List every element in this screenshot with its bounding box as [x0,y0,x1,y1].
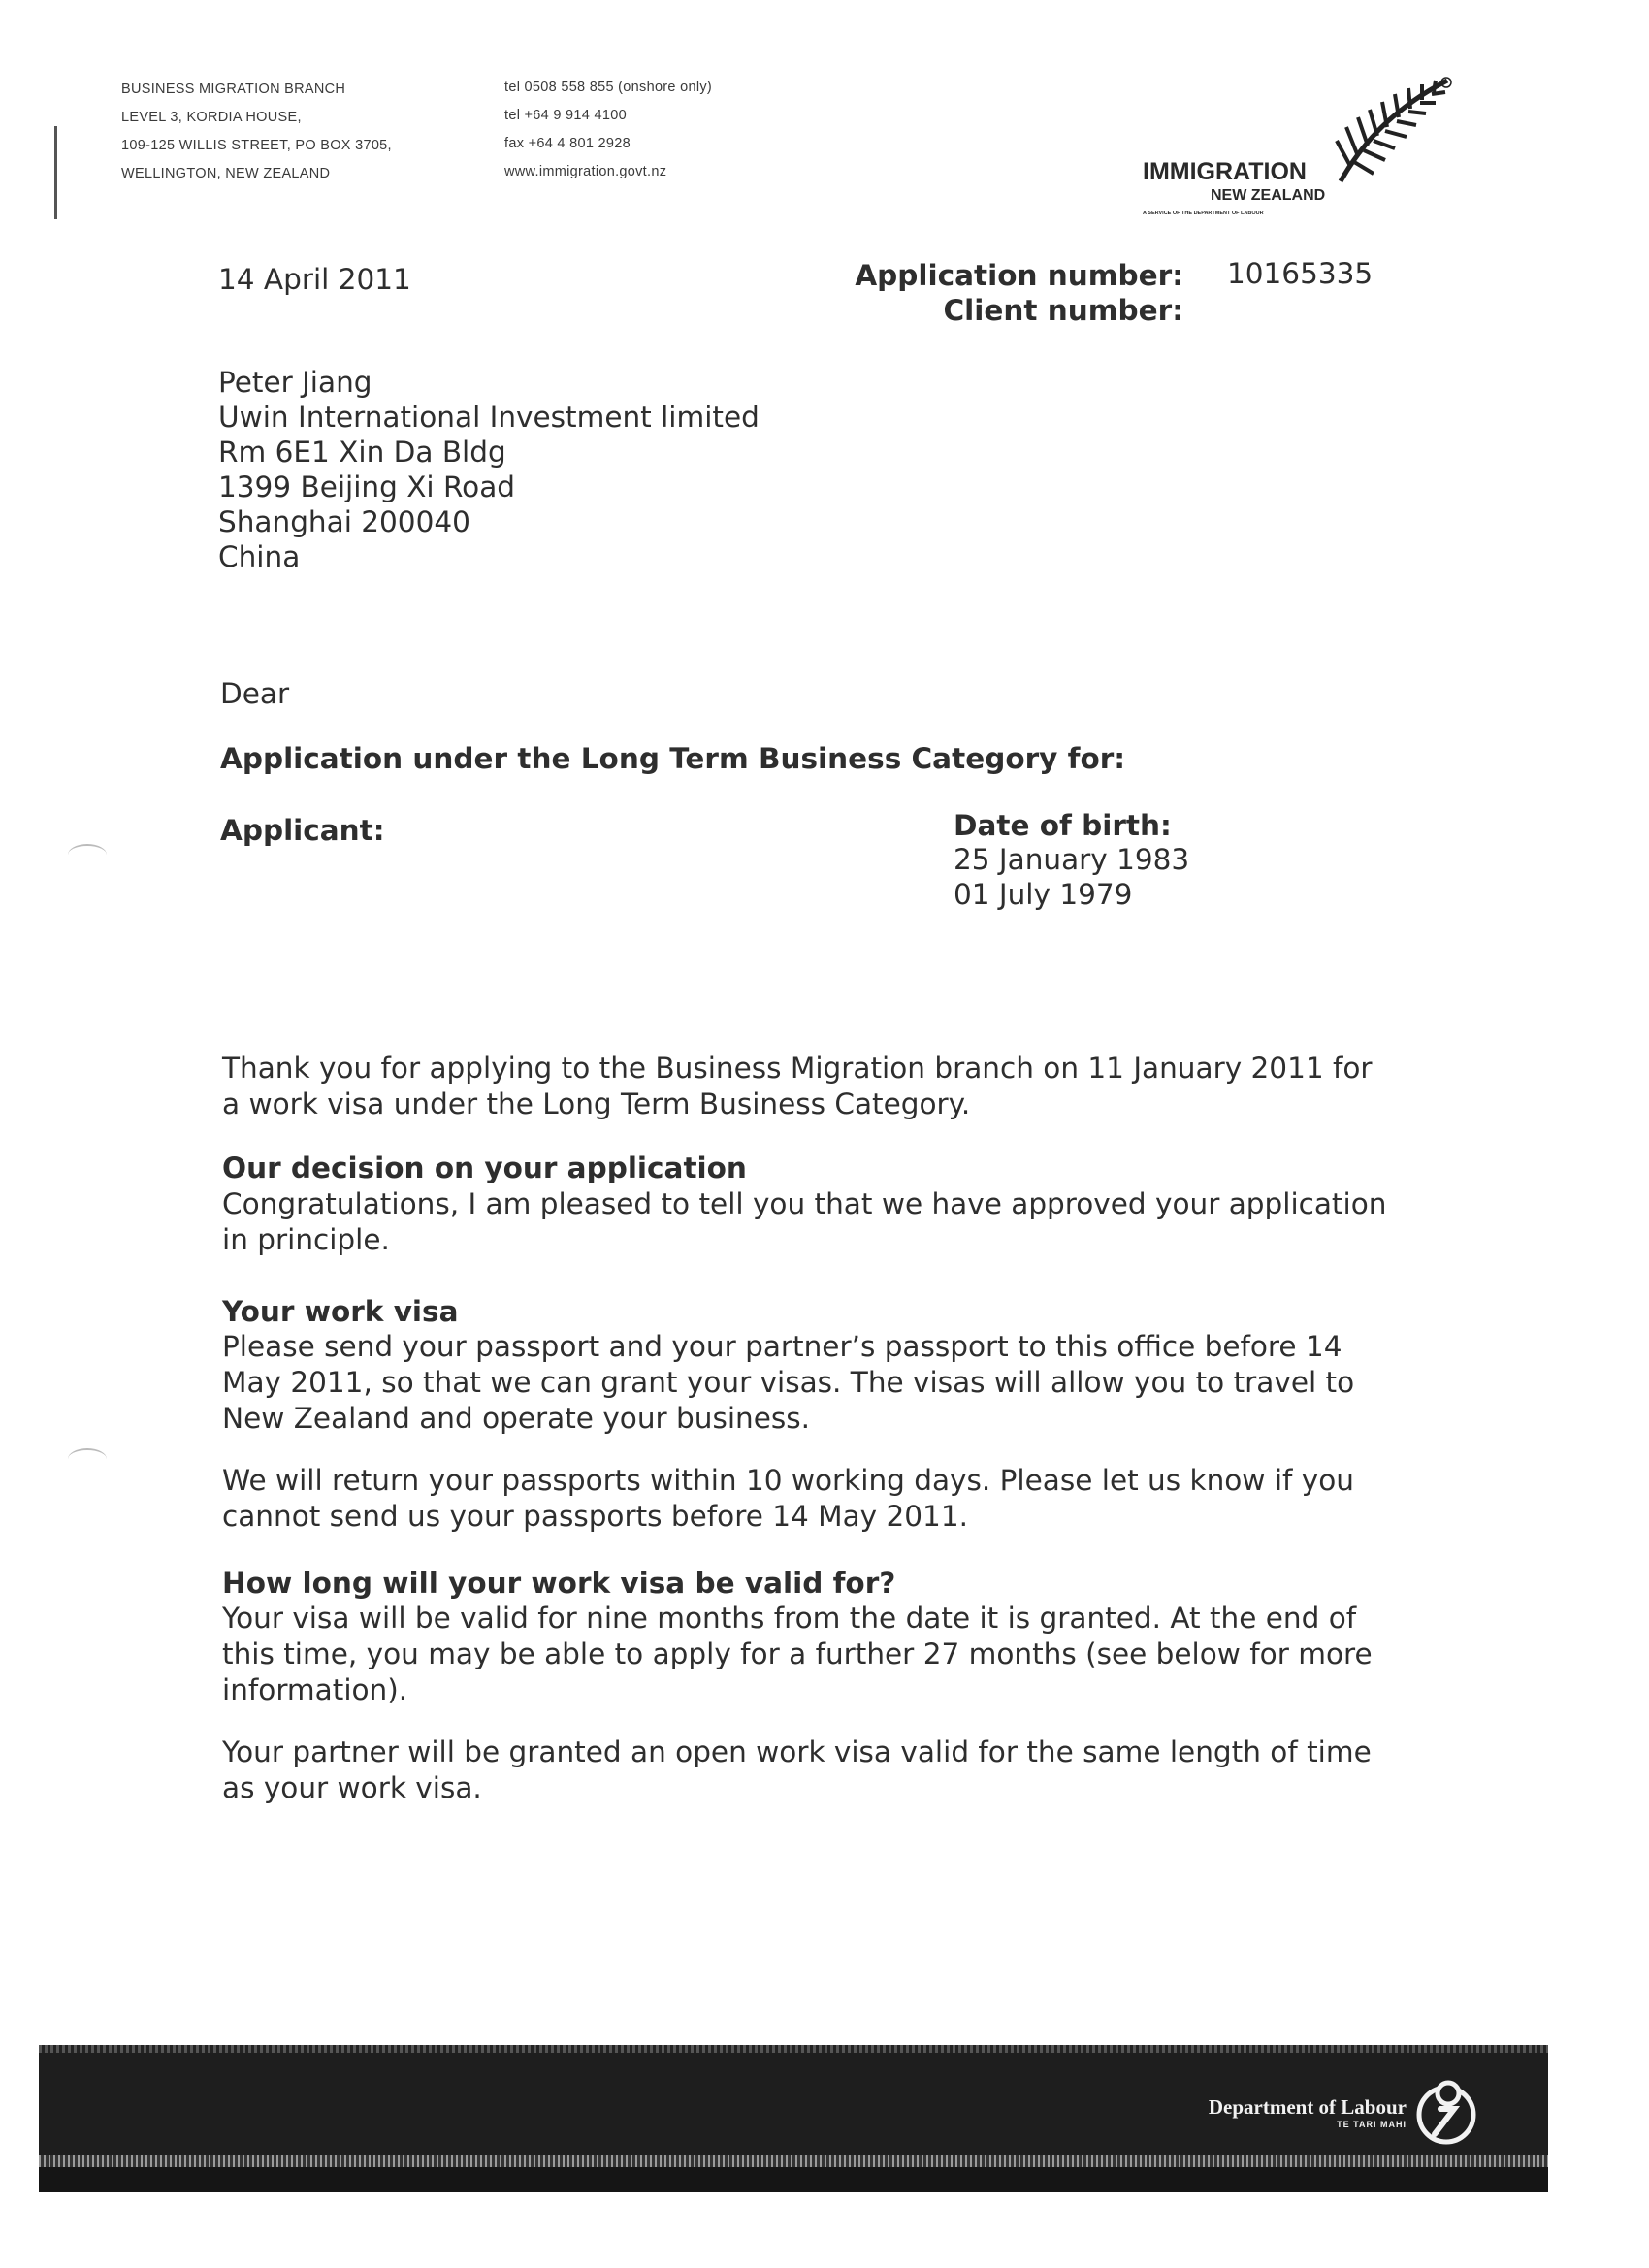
text-line: Congratulations, I am pleased to tell you that we have approved your application [222,1187,1387,1220]
client-number-label: Client number: [943,294,1183,327]
text-line: Please send your passport and your partner’s passport to this office before 14 [222,1330,1342,1363]
recipient-line: 1399 Beijing Xi Road [218,470,516,503]
address-line: 109-125 WILLIS STREET, PO BOX 3705, [121,138,392,153]
application-number: 10165335 [1227,257,1374,290]
address-line: BUSINESS MIGRATION BRANCH [121,81,346,97]
address-line: WELLINGTON, NEW ZEALAND [121,166,331,181]
text-line: a work visa under the Long Term Business Category. [222,1087,971,1120]
letterhead-contact [504,74,712,186]
section-heading-work-visa: Your work visa [222,1295,459,1328]
text-line: We will return your passports within 10 working days. Please let us know if you [222,1464,1354,1497]
work-visa-paragraph [222,1329,1354,1437]
logo-word-new-zealand: NEW ZEALAND [1211,187,1326,204]
logo-word-immigration: IMMIGRATION [1143,158,1307,185]
logo-tagline: A SERVICE OF THE DEPARTMENT OF LABOUR [1143,211,1264,216]
text-line: in principle. [222,1223,390,1256]
section-heading-decision: Our decision on your application [222,1151,747,1184]
department-of-labour-logo-icon [1411,2076,1481,2146]
contact-line: fax +64 4 801 2928 [504,136,630,151]
punch-hole-mark [68,1448,107,1470]
text-line: New Zealand and operate your business. [222,1402,810,1435]
text-line: May 2011, so that we can grant your visas. The visas will allow you to travel to [222,1366,1355,1399]
applicant-label: Applicant: [220,814,385,847]
decision-paragraph [222,1186,1386,1258]
footer-department [1203,2095,1406,2129]
text-line: Thank you for applying to the Business Migration branch on 11 January 2011 for [222,1052,1373,1085]
salutation: Dear [220,677,290,710]
punch-hole-mark [68,844,107,865]
text-line: Your visa will be valid for nine months from the date it is granted. At the end of [222,1602,1357,1635]
subject-line: Application under the Long Term Business Category for: [220,742,1126,775]
application-number-label: Application number: [855,259,1183,292]
recipient-line: China [218,540,301,573]
text-line: as your work visa. [222,1771,482,1804]
dob-value: 01 July 1979 [954,878,1133,911]
validity-paragraph [222,1601,1373,1708]
department-subtitle: TE TARI MAHI [1337,2120,1406,2129]
footer-bottom-bar [39,2167,1548,2192]
text-line: cannot send us your passports before 14 May 2011. [222,1500,968,1533]
text-line: this time, you may be able to apply for a further 27 months (see below for more [222,1637,1373,1670]
dob-value: 25 January 1983 [954,843,1190,876]
letter-date: 14 April 2011 [218,263,411,296]
text-line: Your partner will be granted an open work visa valid for the same length of time [222,1735,1372,1768]
immigration-nz-logo [1135,73,1455,218]
contact-line: tel 0508 558 855 (onshore only) [504,80,713,95]
intro-paragraph [222,1051,1373,1122]
address-line: LEVEL 3, KORDIA HOUSE, [121,110,302,125]
recipient-line: Rm 6E1 Xin Da Bldg [218,436,506,469]
recipient-line: Peter Jiang [218,366,372,399]
passport-return-paragraph [222,1463,1354,1535]
text-line: information). [222,1673,408,1706]
recipient-address [218,365,760,574]
partner-visa-paragraph [222,1734,1372,1806]
contact-line: www.immigration.govt.nz [504,164,667,179]
letterhead-address [121,76,392,188]
silver-fern-icon [1329,73,1455,189]
footer-stripe [39,2155,1548,2167]
contact-line: tel +64 9 914 4100 [504,108,627,123]
dob-label: Date of birth: [954,809,1172,842]
recipient-line: Shanghai 200040 [218,505,470,538]
footer-stripe [39,2045,1548,2053]
scan-margin-mark [54,126,57,219]
department-name: Department of Labour [1208,2095,1406,2119]
section-heading-validity: How long will your work visa be valid for? [222,1567,896,1600]
recipient-line: Uwin International Investment limited [218,401,760,434]
